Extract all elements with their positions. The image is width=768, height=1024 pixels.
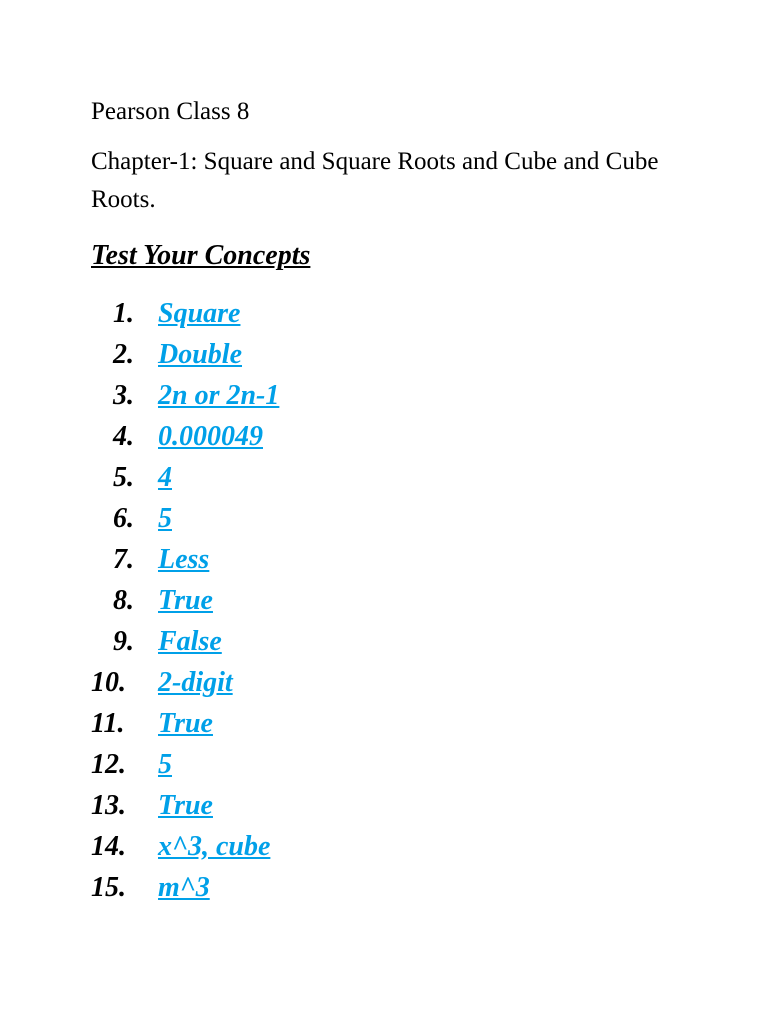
item-number: 4. [113, 421, 134, 452]
answer-link[interactable]: True [158, 708, 213, 739]
item-number: 8. [113, 585, 134, 616]
item-number: 12. [91, 749, 126, 780]
answer-link[interactable]: Less [158, 544, 210, 575]
list-item [91, 498, 711, 539]
answer-link[interactable]: 2-digit [158, 667, 233, 698]
list-item [91, 785, 711, 826]
list-item [91, 580, 711, 621]
answer-link[interactable]: Double [158, 339, 242, 370]
answer-link[interactable]: 5 [158, 749, 172, 780]
item-number: 13. [91, 790, 126, 821]
chapter-title: Chapter-1: Square and Square Roots and Cube and Cube Roots. [91, 148, 659, 213]
answer-link[interactable]: 5 [158, 503, 172, 534]
answer-link[interactable]: True [158, 790, 213, 821]
answer-link[interactable]: x^3, cube [158, 831, 271, 862]
list-item [91, 375, 711, 416]
item-number: 5. [113, 462, 134, 493]
item-number: 2. [113, 339, 134, 370]
item-number: 3. [113, 380, 134, 411]
item-number: 6. [113, 503, 134, 534]
list-item [91, 621, 711, 662]
list-item [91, 539, 711, 580]
list-item [91, 416, 711, 457]
list-item [91, 744, 711, 785]
item-number: 11. [91, 708, 125, 739]
item-number: 15. [91, 872, 126, 903]
list-item [91, 826, 711, 867]
list-item [91, 293, 711, 334]
answer-link[interactable]: True [158, 585, 213, 616]
item-number: 14. [91, 831, 126, 862]
answer-list [91, 293, 711, 908]
answer-link[interactable]: m^3 [158, 872, 210, 903]
item-number: 1. [113, 298, 134, 329]
document-title: Pearson Class 8 [91, 98, 250, 125]
list-item [91, 703, 711, 744]
item-number: 9. [113, 626, 134, 657]
answer-link[interactable]: 2n or 2n-1 [158, 380, 280, 411]
section-heading: Test Your Concepts [91, 240, 311, 271]
item-number: 7. [113, 544, 134, 575]
answer-link[interactable]: 4 [158, 462, 172, 493]
list-item [91, 662, 711, 703]
list-item [91, 867, 711, 908]
item-number: 10. [91, 667, 126, 698]
list-item [91, 457, 711, 498]
list-item [91, 334, 711, 375]
answer-link[interactable]: 0.000049 [158, 421, 263, 452]
document-body [91, 93, 711, 908]
answer-link[interactable]: False [158, 626, 222, 657]
answer-link[interactable]: Square [158, 298, 241, 329]
